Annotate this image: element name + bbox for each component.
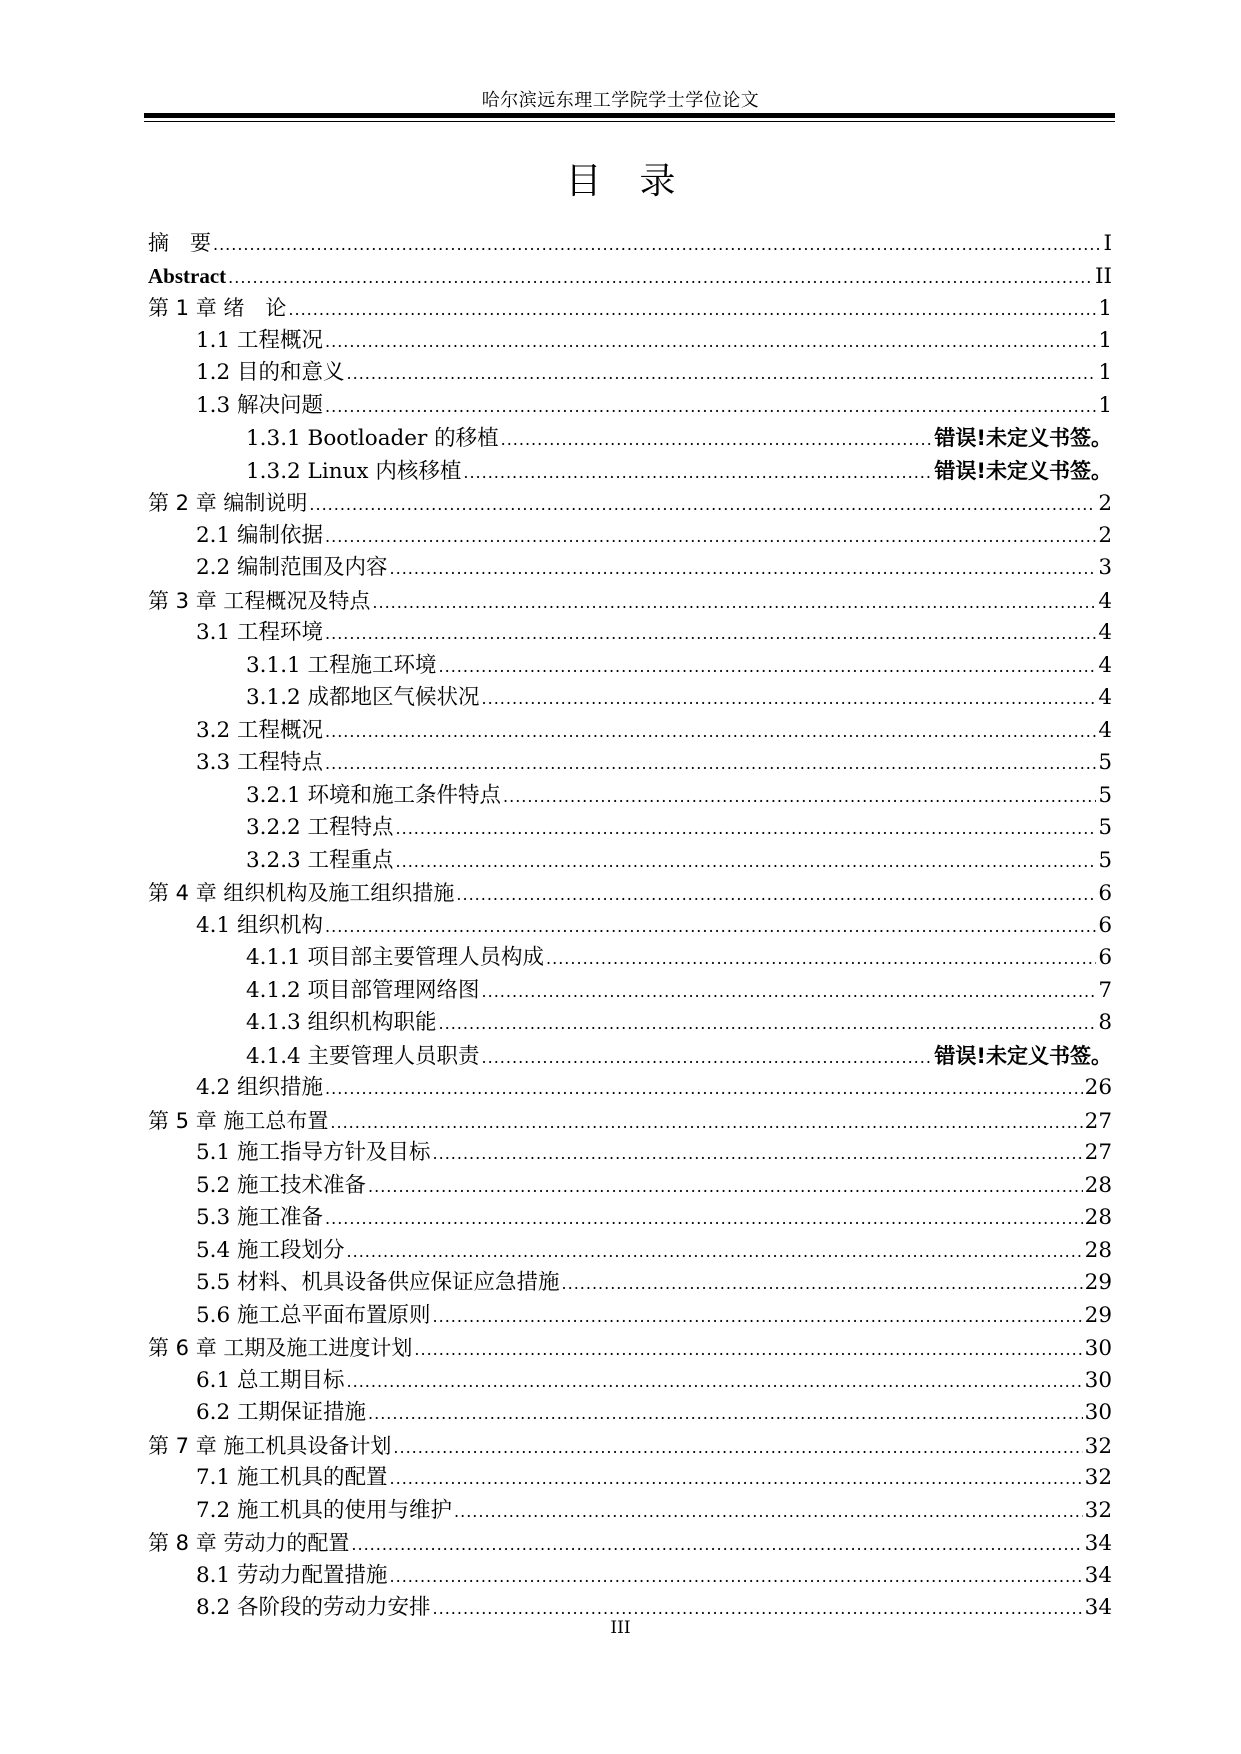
toc-leader-dots — [482, 976, 1097, 1009]
toc-entry-page: 4 — [1098, 588, 1112, 614]
toc-leader-dots — [347, 1366, 1083, 1399]
toc-entry-page: 5 — [1098, 750, 1112, 775]
toc-entry-error: 错误!未定义书签。 — [934, 426, 1112, 450]
toc-entry-page: 8 — [1098, 1010, 1112, 1035]
toc-leader-dots — [393, 1432, 1082, 1465]
toc-entry-label: 8.2 各阶段的劳动力安排 — [196, 1595, 431, 1620]
toc-entry-page: 34 — [1084, 1531, 1112, 1556]
toc-entry[interactable] — [148, 617, 1112, 650]
toc-entry-label: 3.1.1 工程施工环境 — [246, 652, 437, 678]
toc-entry-page: 6 — [1098, 945, 1112, 970]
toc-leader-dots — [482, 683, 1097, 716]
toc-entry[interactable] — [148, 1170, 1112, 1203]
toc-entry[interactable] — [148, 552, 1112, 585]
toc-entry-page: 34 — [1084, 1562, 1112, 1588]
running-header: 哈尔滨远东理工学院学士学位论文 — [481, 90, 760, 111]
toc-leader-dots — [482, 1042, 933, 1075]
toc-leader-dots — [439, 1008, 1097, 1041]
toc-entry[interactable] — [148, 910, 1112, 943]
toc-leader-dots — [456, 879, 1096, 912]
toc-entry[interactable] — [148, 1365, 1112, 1398]
toc-entry[interactable] — [148, 585, 1112, 618]
toc-leader-dots — [368, 1398, 1083, 1431]
toc-entry-label: 3.2.1 环境和施工条件特点 — [246, 782, 502, 808]
toc-leader-dots — [390, 1463, 1083, 1496]
toc-leader-dots — [325, 326, 1096, 359]
toc-leader-dots — [325, 521, 1096, 554]
toc-entry-label: 3.2 工程概况 — [196, 717, 324, 743]
table-of-contents — [148, 227, 1112, 1625]
toc-entry[interactable] — [148, 455, 1112, 488]
toc-entry[interactable] — [148, 845, 1112, 878]
toc-entry-label: 第 4 章 组织机构及施工组织措施 — [148, 881, 455, 905]
toc-entry-label: 2.2 编制范围及内容 — [196, 555, 388, 580]
toc-entry[interactable] — [148, 292, 1112, 325]
toc-entry[interactable] — [148, 1332, 1112, 1365]
toc-entry-page: 32 — [1084, 1497, 1112, 1523]
toc-leader-dots — [325, 911, 1096, 944]
toc-leader-dots — [433, 1301, 1083, 1334]
toc-entry-label: 第 5 章 施工总布置 — [148, 1108, 329, 1133]
toc-entry[interactable] — [148, 1527, 1112, 1560]
toc-entry-page: 28 — [1084, 1172, 1112, 1198]
toc-entry[interactable] — [148, 422, 1112, 455]
toc-leader-dots — [351, 1529, 1082, 1562]
header-rule-thick — [144, 113, 1115, 118]
toc-entry-label: 第 8 章 劳动力的配置 — [148, 1531, 350, 1555]
toc-entry-label: 第 7 章 施工机具设备计划 — [148, 1433, 392, 1458]
toc-entry-page: 6 — [1098, 912, 1112, 938]
toc-leader-dots — [390, 1561, 1083, 1594]
toc-entry-page: 1 — [1098, 296, 1112, 321]
toc-entry-label: 1.3.2 Linux 内核移植 — [246, 458, 462, 484]
toc-entry-page: I — [1103, 231, 1112, 256]
toc-entry-page: 2 — [1098, 491, 1112, 516]
toc-leader-dots — [309, 489, 1096, 522]
toc-entry-label: 5.3 施工准备 — [196, 1205, 324, 1230]
toc-entry-label: 5.2 施工技术准备 — [196, 1172, 367, 1198]
toc-entry-label: 4.1.1 项目部主要管理人员构成 — [246, 945, 545, 970]
toc-entry-label: 1.3 解决问题 — [196, 392, 324, 418]
toc-leader-dots — [325, 1203, 1083, 1236]
toc-entry-label: 1.3.1 Bootloader 的移植 — [246, 426, 499, 451]
toc-entry-label: 第 1 章 绪 论 — [148, 296, 287, 320]
toc-leader-dots — [325, 748, 1096, 781]
toc-entry-label: 7.1 施工机具的配置 — [196, 1465, 388, 1490]
toc-entry-page: 1 — [1098, 360, 1112, 385]
toc-entry[interactable] — [148, 390, 1112, 423]
toc-leader-dots — [330, 1107, 1082, 1140]
toc-entry[interactable] — [148, 1202, 1112, 1235]
toc-entry[interactable] — [148, 682, 1112, 715]
toc-entry[interactable] — [148, 1105, 1112, 1138]
toc-leader-dots — [433, 1138, 1083, 1171]
toc-entry[interactable] — [148, 260, 1112, 293]
toc-entry-label: 4.1.3 组织机构职能 — [246, 1010, 437, 1035]
toc-entry-label: 1.1 工程概况 — [196, 327, 324, 353]
toc-leader-dots — [288, 294, 1096, 327]
toc-entry-page: 30 — [1084, 1367, 1112, 1393]
toc-leader-dots — [228, 262, 1093, 295]
toc-entry-label: 第 3 章 工程概况及特点 — [148, 588, 371, 613]
toc-entry-page: 27 — [1084, 1140, 1112, 1165]
toc-entry-page: 28 — [1084, 1205, 1112, 1230]
toc-entry-page: 5 — [1098, 815, 1112, 840]
toc-entry[interactable] — [148, 1235, 1112, 1268]
toc-entry[interactable] — [148, 487, 1112, 520]
toc-entry-label: 8.1 劳动力配置措施 — [196, 1562, 388, 1588]
toc-entry-page: 32 — [1084, 1465, 1112, 1490]
toc-entry-label: 2.1 编制依据 — [196, 522, 324, 548]
toc-entry-page: 5 — [1098, 782, 1112, 808]
toc-entry-error: 错误!未定义书签。 — [934, 1043, 1112, 1068]
toc-leader-dots — [562, 1268, 1083, 1301]
toc-entry-label: 5.1 施工指导方针及目标 — [196, 1140, 431, 1165]
toc-entry-error: 错误!未定义书签。 — [934, 458, 1112, 483]
toc-entry-label: 3.2.3 工程重点 — [246, 847, 394, 873]
toc-entry-page: 4 — [1098, 652, 1112, 678]
toc-entry[interactable] — [148, 1560, 1112, 1593]
toc-entry-page: 5 — [1098, 847, 1112, 873]
toc-entry[interactable] — [148, 1007, 1112, 1040]
toc-leader-dots — [414, 1334, 1082, 1367]
toc-leader-dots — [390, 553, 1097, 586]
toc-leader-dots — [439, 651, 1097, 684]
toc-entry[interactable] — [148, 942, 1112, 975]
toc-leader-dots — [325, 391, 1096, 424]
toc-entry[interactable] — [148, 715, 1112, 748]
toc-entry-page: 27 — [1084, 1108, 1112, 1134]
toc-leader-dots — [368, 1171, 1083, 1204]
toc-entry[interactable] — [148, 812, 1112, 845]
toc-entry[interactable] — [148, 1267, 1112, 1300]
toc-entry[interactable] — [148, 325, 1112, 358]
toc-entry-page: II — [1095, 263, 1112, 289]
toc-entry-page: 28 — [1084, 1237, 1112, 1263]
toc-entry-label: 5.4 施工段划分 — [196, 1237, 345, 1263]
toc-entry-label: 第 2 章 编制说明 — [148, 491, 308, 515]
toc-entry[interactable] — [148, 1300, 1112, 1333]
toc-entry-label: 1.2 目的和意义 — [196, 360, 345, 385]
toc-entry-label: 4.1.4 主要管理人员职责 — [246, 1043, 480, 1069]
toc-entry-page: 4 — [1098, 717, 1112, 743]
toc-entry-label: 5.5 材料、机具设备供应保证应急措施 — [196, 1270, 560, 1295]
toc-entry[interactable] — [148, 1072, 1112, 1105]
toc-leader-dots — [396, 813, 1097, 846]
toc-entry-page: 1 — [1098, 327, 1112, 353]
toc-entry-page: 32 — [1084, 1433, 1112, 1459]
toc-entry-page: 34 — [1084, 1595, 1112, 1620]
toc-entry-label: 4.1 组织机构 — [196, 912, 324, 938]
toc-entry-page: 30 — [1084, 1400, 1112, 1425]
toc-entry-label: 6.2 工期保证措施 — [196, 1400, 367, 1425]
toc-entry-label: 6.1 总工期目标 — [196, 1367, 345, 1393]
toc-leader-dots — [325, 1073, 1083, 1106]
toc-entry[interactable] — [148, 520, 1112, 553]
toc-entry-page: 3 — [1098, 555, 1112, 580]
toc-entry-page: 7 — [1098, 977, 1112, 1003]
toc-entry[interactable] — [148, 357, 1112, 390]
toc-entry-label: 3.1 工程环境 — [196, 620, 324, 645]
toc-leader-dots — [325, 618, 1096, 651]
toc-entry-page: 6 — [1098, 881, 1112, 906]
toc-entry[interactable] — [148, 1495, 1112, 1528]
toc-entry-page: 4 — [1098, 620, 1112, 645]
toc-leader-dots — [372, 587, 1096, 620]
toc-entry[interactable] — [148, 1430, 1112, 1463]
toc-entry-label: 摘 要 — [148, 231, 211, 255]
toc-entry-page: 29 — [1084, 1302, 1112, 1328]
toc-leader-dots — [454, 1496, 1083, 1529]
toc-entry[interactable] — [148, 1040, 1112, 1073]
toc-entry-label: 4.1.2 项目部管理网络图 — [246, 977, 480, 1003]
toc-entry[interactable] — [148, 1397, 1112, 1430]
toc-entry[interactable] — [148, 975, 1112, 1008]
toc-entry-label: 7.2 施工机具的使用与维护 — [196, 1497, 453, 1523]
toc-leader-dots — [463, 457, 932, 490]
toc-leader-dots — [325, 716, 1096, 749]
toc-entry[interactable] — [148, 747, 1112, 780]
toc-entry-page: 30 — [1084, 1336, 1112, 1361]
toc-entry-label: 4.2 组织措施 — [196, 1075, 324, 1100]
toc-entry[interactable] — [148, 1137, 1112, 1170]
toc-entry[interactable] — [148, 877, 1112, 910]
toc-leader-dots — [396, 846, 1097, 879]
toc-entry-page: 29 — [1084, 1270, 1112, 1295]
toc-entry-label: 3.1.2 成都地区气候状况 — [246, 685, 480, 710]
toc-leader-dots — [503, 781, 1096, 814]
toc-leader-dots — [546, 943, 1096, 976]
toc-entry-label: Abstract — [148, 263, 227, 288]
toc-entry-page: 2 — [1098, 522, 1112, 548]
toc-title: 目录 — [565, 161, 714, 202]
toc-leader-dots — [347, 1236, 1083, 1269]
toc-leader-dots — [501, 424, 933, 457]
toc-entry-label: 3.3 工程特点 — [196, 750, 324, 775]
toc-entry-label: 第 6 章 工期及施工进度计划 — [148, 1336, 413, 1360]
header-rule-thin — [144, 121, 1115, 122]
toc-entry-page: 1 — [1098, 392, 1112, 418]
toc-entry-page: 4 — [1098, 685, 1112, 710]
page-number: III — [610, 1618, 631, 1638]
toc-leader-dots — [347, 358, 1097, 391]
toc-entry[interactable] — [148, 650, 1112, 683]
toc-entry[interactable] — [148, 227, 1112, 260]
toc-entry-label: 5.6 施工总平面布置原则 — [196, 1302, 431, 1328]
toc-entry[interactable] — [148, 780, 1112, 813]
toc-entry-page: 26 — [1084, 1075, 1112, 1100]
toc-entry-label: 3.2.2 工程特点 — [246, 815, 394, 840]
toc-entry[interactable] — [148, 1462, 1112, 1495]
toc-leader-dots — [213, 229, 1102, 262]
